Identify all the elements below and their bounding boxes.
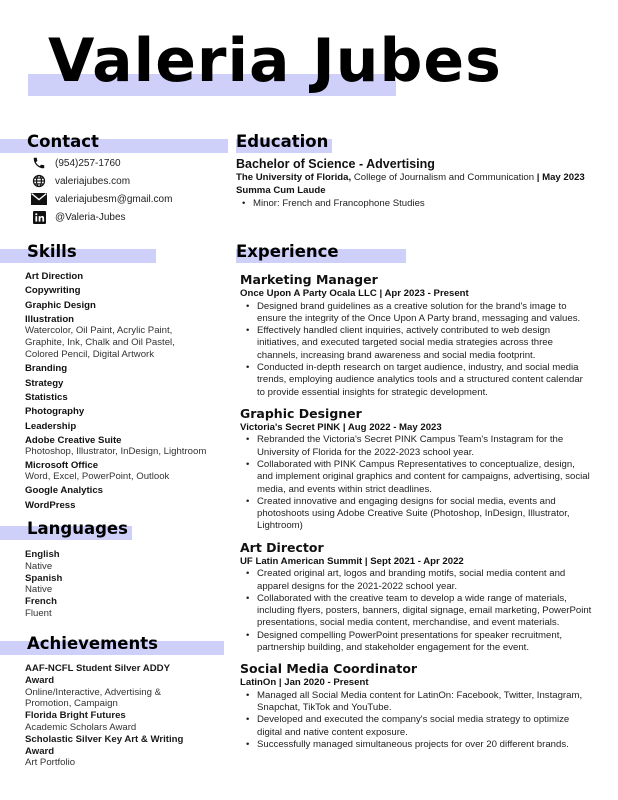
achievements-list [25, 663, 185, 769]
skill-item: Leadership [25, 420, 77, 432]
languages-heading-text: Languages [27, 519, 128, 538]
name-header [28, 18, 588, 108]
skill-detail: Photoshop, Illustrator, InDesign, Lightroom [25, 446, 207, 458]
job-title: Art Director [240, 539, 324, 555]
contact-text: valeriajubesm@gmail.com [55, 193, 173, 205]
job-bullet: • Managed all Social Media content for LatinOn: Facebook, Twitter, Instagram, Snapchat, TikTok and YouTube. [240, 690, 592, 715]
language-level: Native [25, 560, 53, 572]
skill-item: WordPress [25, 499, 76, 511]
skill-item: Adobe Creative Suite [25, 435, 122, 447]
language-item [25, 549, 210, 573]
contact-linkedin[interactable] [30, 208, 220, 226]
achievements-heading-text: Achievements [27, 634, 158, 653]
linkedin-icon [30, 209, 48, 225]
skill-detail: Word, Excel, PowerPoint, Outlook [25, 471, 170, 483]
skill-item: Google Analytics [25, 485, 104, 497]
skill-item: Photography [25, 406, 85, 418]
contact-text: (954)257-1760 [55, 157, 121, 169]
education-heading [236, 132, 332, 152]
job-bullet: • Successfully managed simultaneous projects for over 20 different brands. [240, 739, 592, 751]
graduation-date: | May 2023 [536, 172, 585, 183]
experience-list [240, 272, 592, 758]
contact-email[interactable] [30, 190, 220, 208]
phone-icon [30, 155, 48, 171]
achievements-heading [0, 634, 224, 654]
skill-item: Illustration [25, 314, 75, 326]
school-name: The University of Florida, [236, 172, 352, 183]
language-item [25, 596, 210, 620]
honors: Summa Cum Laude [236, 184, 326, 196]
experience-heading-text: Experience [236, 242, 339, 261]
job-bullet: • Developed and executed the company's social media strategy to optimize digital and native content exposure. [240, 714, 592, 739]
job-bullet: • Created innovative and engaging designs for social media, events and photoshoots using Adobe Creative Suite (Photoshop, InDesign, Illustrator, Lightroom) [240, 496, 592, 533]
contact-heading [0, 132, 228, 152]
job-entry [240, 661, 592, 751]
degree-title: Bachelor of Science - Advertising [236, 157, 435, 171]
job-title: Marketing Manager [240, 272, 378, 287]
job-entry [240, 272, 592, 399]
job-org: UF Latin American Summit | Sept 2021 - Apr 2022 [240, 555, 464, 567]
language-item [25, 573, 210, 597]
achievement-detail: Academic Scholars Award [25, 721, 137, 733]
job-title: Graphic Designer [240, 405, 362, 421]
language-name: English [25, 549, 60, 560]
achievement-name: AAF-NCFL Student Silver ADDY Award [25, 663, 170, 686]
job-title: Social Media Coordinator [240, 661, 418, 677]
achievement-item [25, 734, 185, 769]
skill-detail: Watercolor, Oil Paint, Acrylic Paint, Graphite, Ink, Chalk and Oil Pastel, Colored Pencil, Digital Artwork [25, 325, 175, 361]
language-name: Spanish [25, 572, 63, 584]
job-bullet: • Designed compelling PowerPoint presentations for speaker recruitment, partnership building, and stakeholder engagement for the event. [240, 630, 592, 655]
job-org: Once Upon A Party Ocala LLC | Apr 2023 - Present [240, 288, 469, 299]
job-bullet: • Designed brand guidelines as a creative solution for the brand's image to ensure the integrity of the Once Upon A Party brand, messaging and values. [240, 301, 592, 326]
achievement-detail: Online/Interactive, Advertising & Promotion, Campaign [25, 686, 161, 710]
skill-item: Strategy [25, 377, 64, 389]
education-school-line [236, 172, 606, 185]
contact-text: @Valeria-Jubes [55, 211, 126, 223]
contact-list [30, 154, 220, 226]
job-bullet: • Conducted in-depth research on target audience, industry, and social media trends, employing audience analytics tools and a structured content calendar to provide essential insights for strategic development. [240, 362, 592, 399]
experience-heading [236, 242, 406, 262]
minor-bullet: • Minor: French and Francophone Studies [236, 198, 606, 210]
skill-item: Microsoft Office [25, 460, 99, 472]
job-bullet: • Created original art, logos and branding motifs, social media content and apparel designs for the 2021-2022 school year. [240, 568, 592, 593]
skills-heading-text: Skills [27, 242, 77, 261]
achievement-detail: Art Portfolio [25, 757, 76, 769]
mail-icon [30, 191, 48, 207]
languages-list [25, 549, 210, 620]
job-bullet: • Collaborated with PINK Campus Representatives to conceptualize, design, and implement original graphics and content for campaigns, advertising, social media, and events within strict deadlines. [240, 459, 592, 496]
languages-heading [0, 519, 132, 539]
job-bullet: • Collaborated with the creative team to develop a wide range of materials, including flyers, posters, banners, digital signage, email marketing, PowerPoint presentations, social media content, merchandise, and event materials. [240, 593, 592, 630]
education-heading-text: Education [236, 132, 329, 151]
achievement-name: Scholastic Silver Key Art & Writing Award [25, 733, 184, 757]
globe-icon [30, 173, 48, 189]
achievement-name: Florida Bright Futures [25, 710, 126, 722]
contact-phone[interactable] [30, 154, 220, 172]
skill-item: Copywriting [25, 285, 81, 297]
contact-text: valeriajubes.com [55, 175, 131, 187]
skill-item: Graphic Design [25, 299, 96, 311]
skill-item: Statistics [25, 391, 68, 403]
job-org: Victoria's Secret PINK | Aug 2022 - May 2023 [240, 421, 442, 433]
job-org: LatinOn | Jan 2020 - Present [240, 677, 369, 689]
achievement-item [25, 663, 185, 710]
language-level: Native [25, 584, 53, 596]
job-bullet: • Effectively handled client inquiries, actively contributed to web design initiatives, and executed targeted social media strategies across three channels, increasing brand awareness and social media footprint. [240, 325, 592, 362]
education-section [236, 156, 606, 210]
language-level: Fluent [25, 607, 52, 619]
college-name: College of Journalism and Communication [351, 172, 537, 183]
job-entry [240, 540, 592, 655]
achievement-item [25, 710, 185, 734]
skills-list [25, 271, 210, 514]
skill-item: Branding [25, 363, 68, 375]
contact-heading-text: Contact [27, 132, 99, 151]
job-entry [240, 406, 592, 533]
contact-website[interactable] [30, 172, 220, 190]
skill-item: Art Direction [25, 271, 84, 282]
job-bullet: • Rebranded the Victoria's Secret PINK Campus Team's Instagram for the University of Florida for the 2022-2023 school year. [240, 434, 592, 459]
language-name: French [25, 596, 57, 608]
resume-name: Valeria Jubes [48, 26, 502, 96]
skills-heading [0, 242, 156, 262]
